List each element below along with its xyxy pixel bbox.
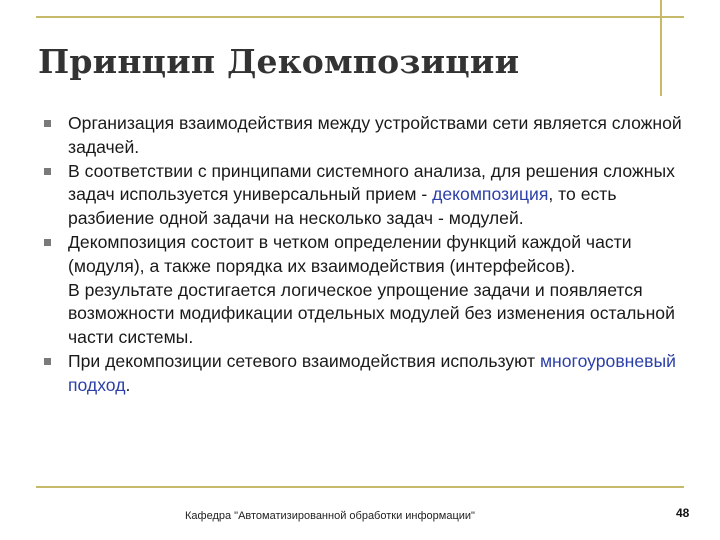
bullet-text-before: При декомпозиции сетевого взаимодействия используют	[68, 350, 540, 371]
frame-top-line	[36, 16, 684, 18]
bullet-text-after: .	[125, 374, 131, 395]
bullet-item-3	[44, 231, 694, 350]
bullet-item-4	[44, 350, 694, 398]
bullet-square-icon	[44, 120, 51, 127]
highlight-term: многоуровневый подход	[68, 350, 676, 395]
footer-text: Кафедра "Автоматизированной обработки информации"	[185, 510, 475, 522]
bullet-list	[44, 112, 694, 398]
bullet-text-after: , то есть разбиение одной задачи на несколько задач - модулей.	[68, 184, 617, 229]
bullet-item-2	[44, 160, 694, 231]
frame-vertical-line	[660, 0, 662, 96]
bullet-text-extra: В результате достигается логическое упрощение задачи и появляется возможности модификации отдельных модулей без изменения остальной части системы.	[68, 279, 675, 348]
bullet-square-icon	[44, 239, 51, 246]
bullet-text: Организация взаимодействия между устройствами сети является сложной задачей.	[68, 113, 682, 157]
page-number: 48	[676, 506, 690, 520]
bullet-square-icon	[44, 358, 51, 365]
bullet-text-before: В соответствии с принципами системного анализа, для решения сложных задач используется универсальный прием -	[68, 160, 675, 205]
slide-title: Принцип Декомпозиции	[38, 42, 520, 81]
frame-bottom-line	[36, 486, 684, 488]
highlight-term: декомпозиция	[432, 184, 549, 205]
bullet-text: Декомпозиция состоит в четком определении функций каждой части (модуля), а также порядка их взаимодействия (интерфейсов).	[68, 231, 632, 276]
bullet-square-icon	[44, 168, 51, 175]
bullet-item-1	[44, 112, 694, 160]
